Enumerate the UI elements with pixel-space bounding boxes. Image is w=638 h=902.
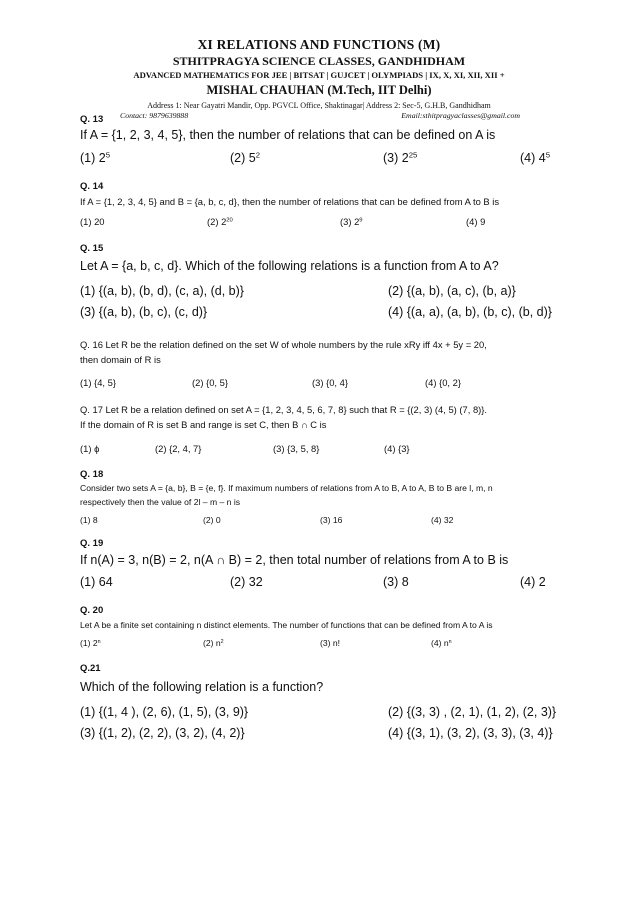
question-18-option-4: (4) 32 bbox=[431, 515, 454, 525]
question-21-option-4: (4) {(3, 1), (3, 2), (3, 3), (3, 4)} bbox=[388, 726, 553, 740]
institute-name: STHITPRAGYA SCIENCE CLASSES, GANDHIDHAM bbox=[172, 54, 466, 68]
question-16-stem-line-1: Q. 16 Let R be the relation defined on the set W of whole numbers by the rule xRy iff 4x + 5y = 20, bbox=[80, 339, 487, 350]
question-14-label: Q. 14 bbox=[80, 181, 104, 192]
worksheet-title: XI RELATIONS AND FUNCTIONS (M) bbox=[197, 37, 441, 52]
question-17-option-4: (4) {3} bbox=[384, 443, 410, 454]
question-21-label: Q.21 bbox=[80, 663, 101, 674]
question-15-option-2: (2) {(a, b), (a, c), (b, a)} bbox=[388, 284, 516, 298]
question-13-option-3: (3) $2^{25}$ bbox=[383, 150, 418, 165]
question-20-option-1: (1) 2$^n$ bbox=[80, 638, 101, 648]
question-21-option-1: (1) {(1, 4 ), (2, 6), (1, 5), (3, 9)} bbox=[80, 705, 249, 719]
question-20-label: Q. 20 bbox=[80, 605, 104, 616]
question-20-option-3: (3) n! bbox=[320, 638, 341, 648]
question-15-label: Q. 15 bbox=[80, 243, 104, 254]
question-19-option-4: (4) 2 bbox=[520, 575, 546, 589]
question-16-stem-line-2: then domain of R is bbox=[80, 354, 161, 365]
question-18-stem-line-2: respectively then the value of 2l – m – n is bbox=[80, 497, 241, 507]
question-19-option-1: (1) 64 bbox=[80, 575, 113, 589]
question-18-label: Q. 18 bbox=[80, 469, 104, 480]
teacher-name: MISHAL CHAUHAN (M.Tech, IIT Delhi) bbox=[206, 83, 432, 97]
question-14-option-4: (4) 9 bbox=[466, 216, 486, 227]
question-14-option-3: (3) $2^9$ bbox=[340, 216, 363, 227]
question-16-option-2: (2) {0, 5} bbox=[192, 377, 228, 388]
question-17-option-3: (3) {3, 5, 8} bbox=[273, 443, 320, 454]
question-15-option-1: (1) {(a, b), (b, d), (c, a), (d, b)} bbox=[80, 284, 244, 298]
question-15-option-4: (4) {(a, a), (a, b), (b, c), (b, d)} bbox=[388, 305, 552, 319]
question-21-option-3: (3) {(1, 2), (2, 2), (3, 2), (4, 2)} bbox=[80, 726, 245, 740]
question-14-stem: If A = {1, 2, 3, 4, 5} and B = {a, b, c, d}, then the number of relations that can be defined from A to B is bbox=[80, 196, 500, 207]
question-13-label: Q. 13 bbox=[80, 114, 104, 125]
question-19-option-3: (3) 8 bbox=[383, 575, 409, 589]
question-21-stem: Which of the following relation is a function? bbox=[80, 680, 324, 694]
question-16-option-3: (3) {0, 4} bbox=[312, 377, 348, 388]
question-14-option-1: (1) 20 bbox=[80, 216, 105, 227]
question-20-stem: Let A be a finite set containing n distinct elements. The number of functions that can be defined from A to A is bbox=[80, 620, 493, 630]
question-17-stem-line-1: Q. 17 Let R be a relation defined on set A = {1, 2, 3, 4, 5, 6, 7, 8} such that R = {(2, 3) (4, 5) (7, 8)}. bbox=[80, 404, 488, 415]
question-18-stem-line-1: Consider two sets A = {a, b}, B = {e, f}. If maximum numbers of relations from A to B, A to A, B to B are l, m, n bbox=[80, 483, 493, 493]
courses-line: ADVANCED MATHEMATICS FOR JEE | BITSAT | GUJCET | OLYMPIADS | IX, X, XI, XII, XII + bbox=[133, 70, 505, 80]
question-13-option-4: (4) $4^5$ bbox=[520, 150, 551, 165]
question-13-stem: If A = {1, 2, 3, 4, 5}, then the number of relations that can be defined on A is bbox=[80, 128, 496, 142]
question-17-option-1: (1) ϕ bbox=[80, 443, 100, 454]
question-18-option-3: (3) 16 bbox=[320, 515, 343, 525]
question-18-option-2: (2) 0 bbox=[203, 515, 221, 525]
question-18-option-1: (1) 8 bbox=[80, 515, 98, 525]
contact-email: Email:sthitpragyaclasses@gmail.com bbox=[401, 111, 520, 120]
question-19-label: Q. 19 bbox=[80, 538, 104, 549]
contact-line bbox=[120, 111, 520, 120]
question-16-option-1: (1) {4, 5} bbox=[80, 377, 116, 388]
question-20-option-2: (2) $n^2$ bbox=[203, 638, 224, 648]
contact-number: Contact: 9879639888 bbox=[120, 111, 189, 120]
address-line: Address 1: Near Gayatri Mandir, Opp. PGVCL Office, Shaktinagar| Address 2: Sec-5, G.H.B, Gandhidham bbox=[147, 101, 491, 110]
question-17-stem-line-2: If the domain of R is set B and range is set C, then B ∩ C is bbox=[80, 419, 327, 430]
question-14-option-2: (2) $2^{20}$ bbox=[207, 216, 233, 227]
question-15-stem: Let A = {a, b, c, d}. Which of the following relations is a function from A to A? bbox=[80, 259, 499, 273]
question-19-option-2: (2) 32 bbox=[230, 575, 263, 589]
question-17-option-2: (2) {2, 4, 7} bbox=[155, 443, 202, 454]
question-16-option-4: (4) {0, 2} bbox=[425, 377, 461, 388]
question-19-stem: If n(A) = 3, n(B) = 2, n(A ∩ B) = 2, then total number of relations from A to B is bbox=[80, 553, 509, 567]
question-13-option-2: (2) $5^2$ bbox=[230, 150, 261, 165]
question-15-option-3: (3) {(a, b), (b, c), (c, d)} bbox=[80, 305, 208, 319]
question-21-option-2: (2) {(3, 3) , (2, 1), (1, 2), (2, 3)} bbox=[388, 705, 557, 719]
question-20-option-4: (4) $n^n$ bbox=[431, 638, 452, 648]
question-13-option-1: (1) $2^5$ bbox=[80, 150, 111, 165]
